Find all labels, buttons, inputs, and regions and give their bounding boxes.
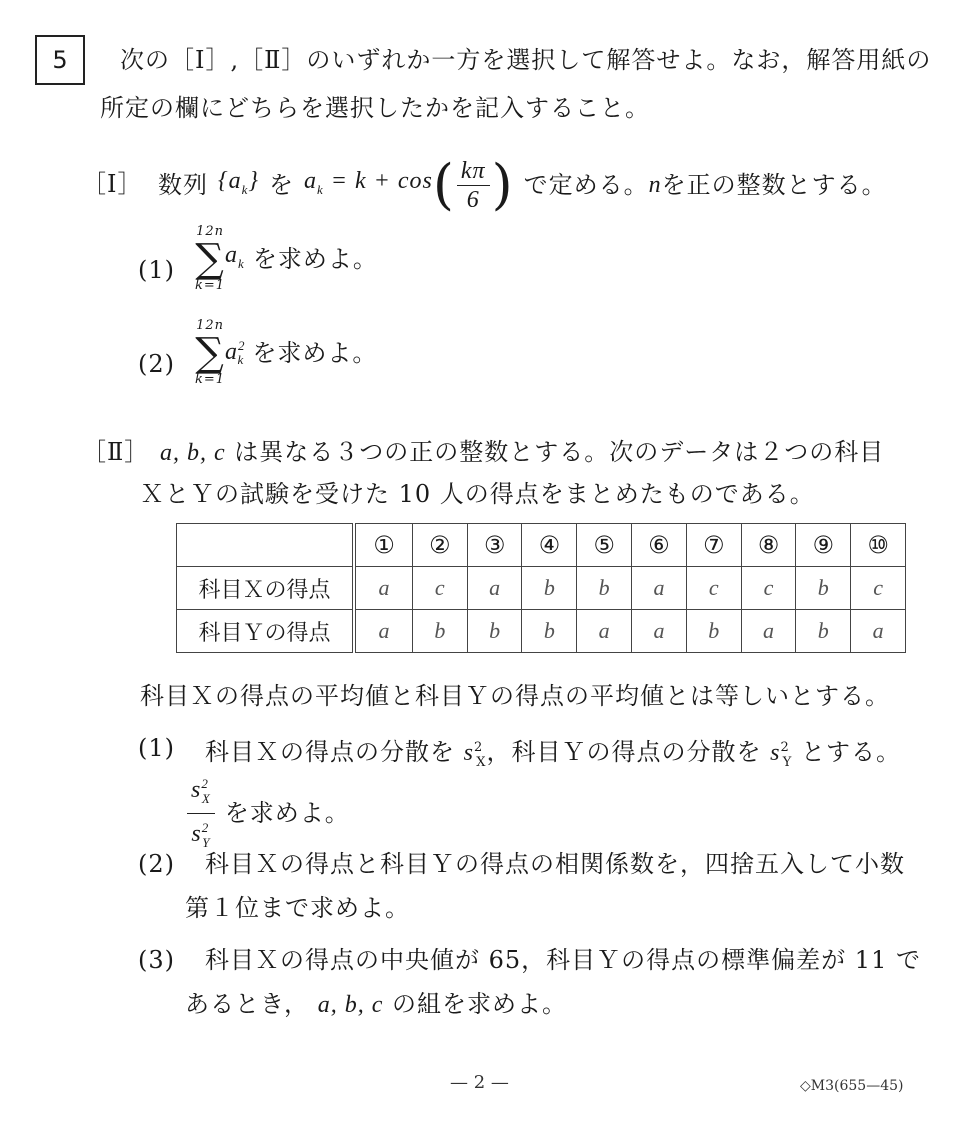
table-cell: a [632, 610, 687, 653]
column-header: ⑤ [577, 524, 632, 567]
ratio-num-sub: X [201, 790, 211, 806]
table-cell: c [686, 567, 741, 610]
sigma-2: ∑ [195, 330, 225, 376]
question-number: 5 [52, 46, 68, 74]
part2-q3-vars: a, b, c [317, 992, 384, 1018]
cos-fraction [457, 157, 490, 214]
column-header: ⑦ [686, 524, 741, 567]
part2-line-1-text: は異なる３つの正の整数とする。次のデータは２つの科目 [234, 438, 885, 466]
variance-x: s [463, 740, 474, 766]
part2-q2-number: (2) [138, 850, 175, 878]
def-lhs-sub: k [317, 181, 324, 197]
seq-sub: k [241, 181, 249, 197]
def-mid: = k + cos [323, 167, 433, 194]
question-number-box [35, 35, 85, 85]
sum2-lower: k=1 [195, 372, 226, 387]
summation-1 [195, 225, 225, 293]
part1-label: ［Ⅰ］ [82, 170, 143, 198]
part2-q3-line-2 [185, 988, 567, 1021]
table-cell: a [851, 610, 906, 653]
ratio-den-sub: Y [202, 834, 211, 850]
row-label: 科目Ｙの得点 [177, 610, 355, 653]
part2-q2-line-2: 第１位まで求めよ。 [185, 894, 410, 922]
row-label: 科目Ｘの得点 [177, 567, 355, 610]
sigma-1: ∑ [195, 236, 225, 282]
part1-q2-number: (2) [138, 350, 175, 378]
column-header: ⑥ [632, 524, 687, 567]
variance-y: s [770, 740, 781, 766]
part2-q1-ratio-text: を求めよ。 [224, 799, 350, 828]
page-number: — 2 — [450, 1072, 509, 1093]
part1-text-d: を正の整数とする。 [661, 171, 887, 199]
table-header-row [177, 524, 906, 567]
part2-q3-text-a: あるとき， [185, 990, 310, 1018]
part1-q2-expr [195, 319, 377, 387]
q2-term: a [225, 338, 239, 365]
part2-q3-number: (3) [138, 946, 175, 974]
table-cell: a [632, 567, 687, 610]
part2-line-2: ＸとＹの試験を受けた 10 人の得点をまとめたものである。 [140, 480, 815, 508]
part1-text-c: で定める。 [523, 171, 649, 199]
table-cell: b [686, 610, 741, 653]
ratio-num-s: s [191, 777, 202, 803]
part1-text-b: を [269, 171, 294, 199]
variance-y-sup: 2 [780, 740, 790, 755]
ratio-fraction [187, 770, 215, 857]
table-cell: a [467, 567, 522, 610]
table-cell: b [577, 567, 632, 610]
table-corner-cell [177, 524, 355, 567]
table-cell: b [796, 610, 851, 653]
column-header: ③ [467, 524, 522, 567]
variance-y-sub: Y [782, 754, 793, 770]
ratio-den-sup: 2 [201, 819, 210, 835]
variance-ratio [185, 770, 350, 857]
table-cell: a [354, 610, 412, 653]
table-cell: b [467, 610, 522, 653]
table-row [177, 567, 906, 610]
column-header: ② [412, 524, 467, 567]
column-header: ⑩ [851, 524, 906, 567]
sum1-upper: 12n [196, 224, 224, 239]
part1-q2-text: を求めよ。 [252, 339, 378, 367]
column-header: ④ [522, 524, 577, 567]
part2-q1-text-b: ，科目Ｙの得点の分散を [486, 738, 762, 766]
n-variable: n [648, 172, 662, 198]
seq-close: } [248, 167, 259, 194]
table-cell: c [412, 567, 467, 610]
variance-x-sub: X [476, 754, 487, 770]
frac-denominator: 6 [466, 186, 480, 213]
left-paren: ( [432, 153, 455, 216]
table-cell: a [354, 567, 412, 610]
table-row [177, 610, 906, 653]
part2-vars: a, b, c [160, 440, 226, 466]
part1-q1-expr [195, 225, 378, 293]
part1-definition [158, 155, 887, 215]
column-header: ① [354, 524, 412, 567]
def-lhs: a [304, 167, 317, 194]
part2-q1-number: (1) [138, 734, 175, 762]
table-cell: c [851, 567, 906, 610]
table-cell: a [741, 610, 796, 653]
seq-open: {a [218, 167, 242, 194]
table-cell: b [796, 567, 851, 610]
frac-numerator: kπ [457, 157, 490, 186]
part2-q1-text-a: 科目Ｘの得点の分散を [205, 738, 455, 766]
ratio-den-s: s [191, 820, 202, 847]
intro-line-1: 次の［Ⅰ］,［Ⅱ］のいずれか一方を選択して解答せよ。なお，解答用紙の [120, 46, 932, 74]
score-table [176, 523, 906, 653]
intro-line-2: 所定の欄にどちらを選択したかを記入すること。 [100, 94, 650, 122]
table-cell: b [522, 567, 577, 610]
q1-term-sub: k [238, 255, 245, 271]
part2-q2-line-1: 科目Ｘの得点と科目Ｙの得点の相関係数を，四捨五入して小数 [205, 850, 905, 878]
q1-term: a [225, 241, 239, 268]
table-cell: b [522, 610, 577, 653]
right-paren: ) [491, 153, 514, 216]
table-cell: b [412, 610, 467, 653]
part2-line-1 [160, 436, 884, 469]
part1-q1-text: を求めよ。 [252, 245, 378, 273]
column-header: ⑨ [796, 524, 851, 567]
part1-q1-number: (1) [138, 256, 175, 284]
column-header: ⑧ [741, 524, 796, 567]
table-cell: a [577, 610, 632, 653]
table-cell: c [741, 567, 796, 610]
part2-label: ［Ⅱ］ [82, 438, 150, 466]
part2-condition: 科目Ｘの得点の平均値と科目Ｙの得点の平均値とは等しいとする。 [140, 682, 890, 710]
part2-q3-text-b: の組を求めよ。 [391, 990, 567, 1018]
sum1-lower: k=1 [195, 278, 226, 293]
sum2-upper: 12n [196, 318, 224, 333]
part2-q3-line-1: 科目Ｘの得点の中央値が 65，科目Ｙの得点の標準偏差が 11 で [205, 946, 921, 974]
variance-x-sup: 2 [473, 740, 484, 755]
q2-term-sub: k [237, 352, 245, 368]
part2-q1-text-c: とする。 [801, 738, 902, 766]
q2-term-sup: 2 [238, 337, 246, 353]
summation-2 [195, 319, 225, 387]
ratio-num-sup: 2 [201, 776, 209, 791]
part1-text-a: 数列 [158, 171, 208, 199]
exam-code: ◇M3(655—45) [800, 1078, 904, 1094]
